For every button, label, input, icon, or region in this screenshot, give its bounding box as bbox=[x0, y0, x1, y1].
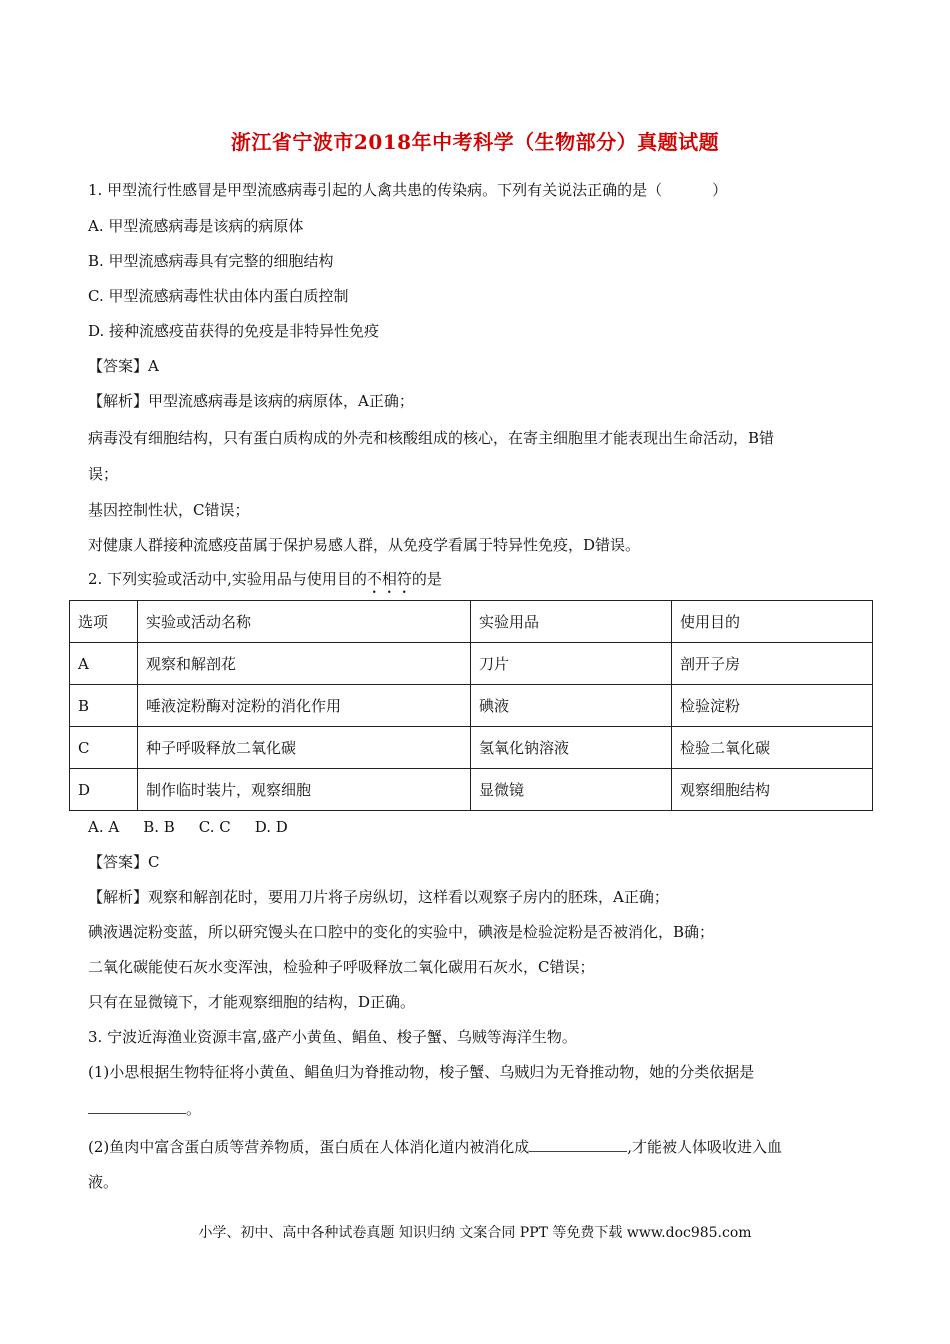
q2-answer: 【答案】C bbox=[88, 853, 160, 871]
q2-option-a: A. A bbox=[88, 818, 120, 836]
document-title: 浙江省宁波市2018年中考科学（生物部分）真题试题 bbox=[230, 130, 720, 154]
table-header-cell: 实验或活动名称 bbox=[138, 601, 471, 643]
q3-part-1-end: 。 bbox=[186, 1100, 202, 1118]
table-cell: 唾液淀粉酶对淀粉的消化作用 bbox=[138, 685, 471, 727]
table-header-cell: 选项 bbox=[70, 601, 138, 643]
q2-option-d: D. D bbox=[254, 818, 288, 836]
page-footer: 小学、初中、高中各种试卷真题 知识归纳 文案合同 PPT 等免费下载 www.doc985.com bbox=[198, 1225, 752, 1241]
table-row bbox=[70, 685, 873, 727]
q2-option-b: B. B bbox=[143, 818, 175, 836]
table-header-row bbox=[70, 601, 873, 643]
q1-analysis-line: 基因控制性状，C错误； bbox=[88, 501, 250, 519]
table-row bbox=[70, 769, 873, 811]
q2-stem-text: 2. 下列实验或活动中,实验用品与使用目的 bbox=[88, 570, 367, 588]
q2-analysis-line: 只有在显微镜下，才能观察细胞的结构，D正确。 bbox=[88, 993, 416, 1011]
q2-stem bbox=[88, 569, 442, 597]
table-header-cell: 使用目的 bbox=[672, 601, 873, 643]
table-cell: 显微镜 bbox=[471, 769, 672, 811]
table-header-cell: 实验用品 bbox=[471, 601, 672, 643]
table-cell: 剖开子房 bbox=[672, 643, 873, 685]
table-cell: 氢氧化钠溶液 bbox=[471, 727, 672, 769]
table-cell: 刀片 bbox=[471, 643, 672, 685]
q3-part-2-text: (2)鱼肉中富含蛋白质等营养物质，蛋白质在人体消化道内被消化成 bbox=[88, 1138, 530, 1156]
q2-analysis-line: 二氧化碳能使石灰水变浑浊，检验种子呼吸释放二氧化碳用石灰水，C错误； bbox=[88, 958, 595, 976]
table-cell: C bbox=[70, 727, 138, 769]
q3-part-2 bbox=[88, 1137, 782, 1157]
q1-option-a: A. 甲型流感病毒是该病的病原体 bbox=[88, 217, 304, 235]
q2-options bbox=[88, 817, 312, 837]
q2-analysis-line: 碘液遇淀粉变蓝，所以研究馒头在口腔中的变化的实验中，碘液是检验淀粉是否被消化，B确； bbox=[88, 923, 715, 941]
table-cell: 观察和解剖花 bbox=[138, 643, 471, 685]
q2-option-c: C. C bbox=[198, 818, 231, 836]
q3-blank-2 bbox=[529, 1137, 627, 1152]
q1-stem bbox=[88, 180, 727, 200]
q1-stem-text: 1. 甲型流行性感冒是甲型流感病毒引起的人禽共患的传染病。下列有关说法正确的是（ bbox=[88, 181, 663, 199]
q1-stem-close: ） bbox=[712, 181, 728, 199]
table-cell: D bbox=[70, 769, 138, 811]
table-cell: 制作临时装片，观察细胞 bbox=[138, 769, 471, 811]
q2-stem-end: 的是 bbox=[411, 570, 442, 588]
q2-emphasis: 不相符 bbox=[366, 570, 412, 588]
q3-part-2-text-end: ,才能被人体吸收进入血 bbox=[627, 1138, 783, 1156]
q3-part-1-blank-line bbox=[88, 1099, 201, 1119]
table-cell: 种子呼吸释放二氧化碳 bbox=[138, 727, 471, 769]
q2-table bbox=[69, 600, 873, 811]
q1-option-c: C. 甲型流感病毒性状由体内蛋白质控制 bbox=[88, 287, 349, 305]
q1-answer: 【答案】A bbox=[88, 357, 159, 375]
q1-option-b: B. 甲型流感病毒具有完整的细胞结构 bbox=[88, 252, 334, 270]
q3-blank-1 bbox=[88, 1099, 186, 1114]
q3-part-1: (1)小思根据生物特征将小黄鱼、鲳鱼归为脊推动物，梭子蟹、乌贼归为无脊推动物，她的分类依据是 bbox=[88, 1063, 755, 1081]
table-cell: B bbox=[70, 685, 138, 727]
table-cell: A bbox=[70, 643, 138, 685]
table-cell: 检验二氧化碳 bbox=[672, 727, 873, 769]
q3-part-2-cont: 液。 bbox=[88, 1173, 119, 1191]
q1-option-d: D. 接种流感疫苗获得的免疫是非特异性免疫 bbox=[88, 322, 380, 340]
table-cell: 观察细胞结构 bbox=[672, 769, 873, 811]
q1-analysis-line: 病毒没有细胞结构，只有蛋白质构成的外壳和核酸组成的核心，在寄主细胞里才能表现出生命活动，B错 bbox=[88, 429, 775, 447]
table-row bbox=[70, 643, 873, 685]
table-row bbox=[70, 727, 873, 769]
table-cell: 检验淀粉 bbox=[672, 685, 873, 727]
q1-analysis-line: 对健康人群接种流感疫苗属于保护易感人群，从免疫学看属于特异性免疫，D错误。 bbox=[88, 536, 641, 554]
table-cell: 碘液 bbox=[471, 685, 672, 727]
q1-analysis-line: 误； bbox=[88, 465, 119, 483]
q1-analysis-line: 【解析】甲型流感病毒是该病的病原体，A正确； bbox=[88, 392, 414, 410]
q3-stem: 3. 宁波近海渔业资源丰富,盛产小黄鱼、鲳鱼、梭子蟹、乌贼等海洋生物。 bbox=[88, 1028, 577, 1046]
q2-analysis-line: 【解析】观察和解剖花时，要用刀片将子房纵切，这样看以观察子房内的胚珠，A正确； bbox=[88, 888, 669, 906]
